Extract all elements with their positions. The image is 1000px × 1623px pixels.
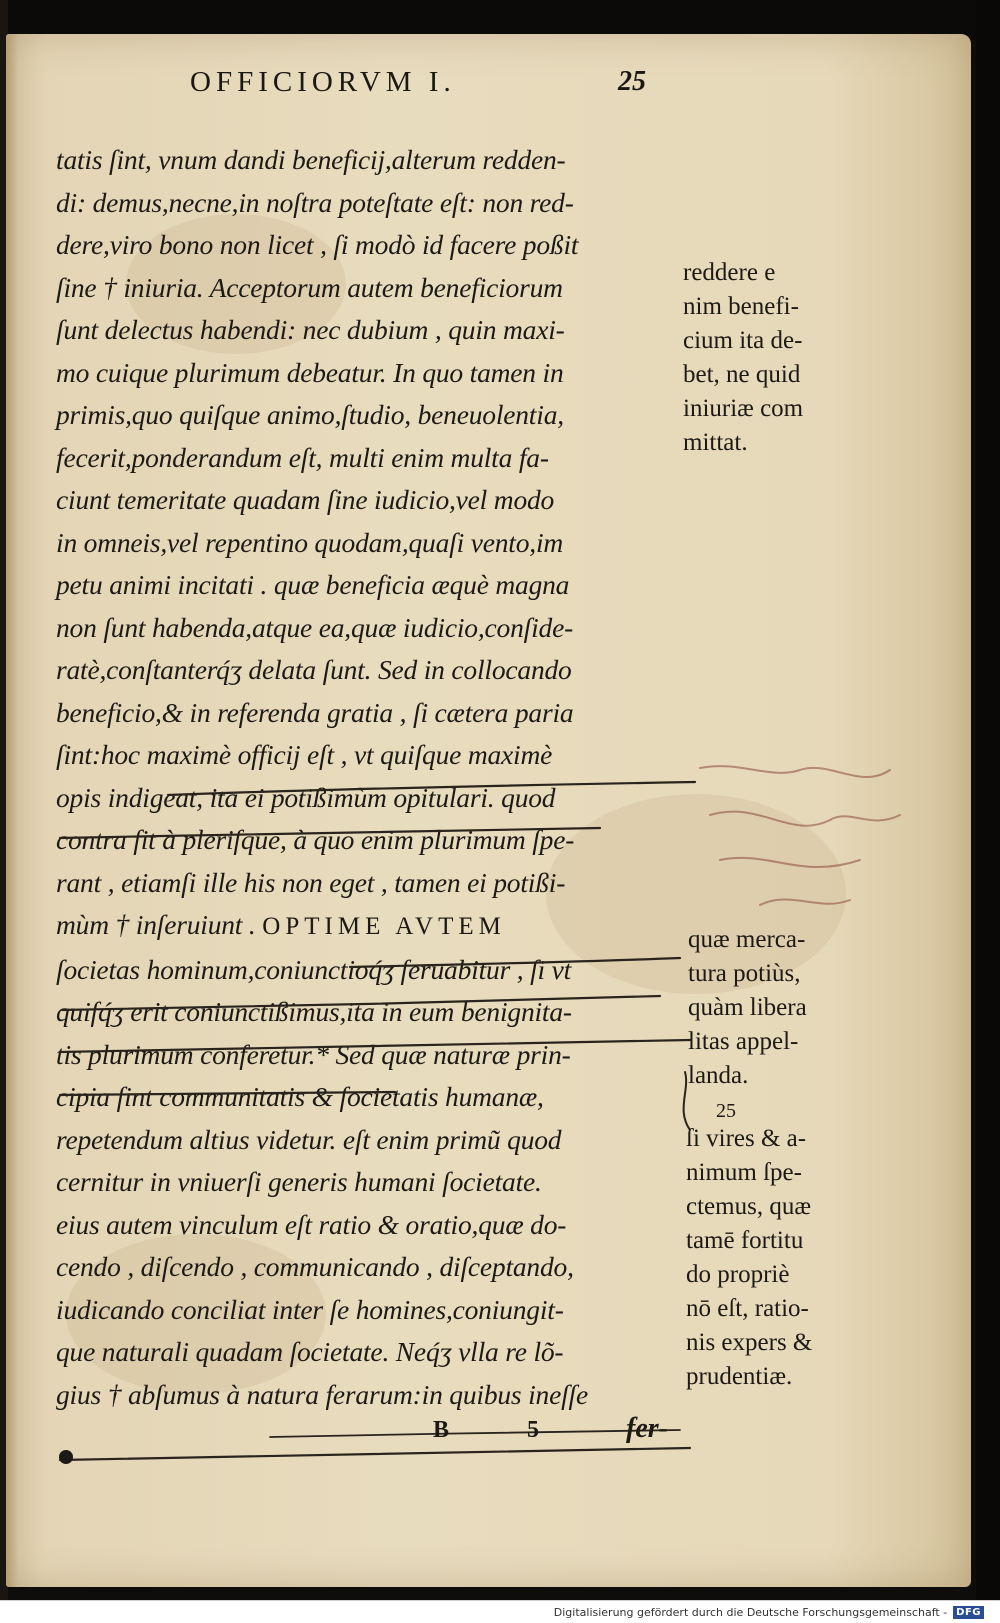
text-line: opis indigeat, ita ei potißimùm opitulari. quod <box>56 781 556 813</box>
text-line: cernitur in vniuerſi generis humani ſocietate. <box>56 1166 542 1197</box>
note-line: do propriè <box>686 1261 790 1288</box>
text-line: cendo , diſcendo , communicando , diſceptando, <box>56 1251 574 1282</box>
text-segment: mùm † inſeruiunt . <box>56 909 256 940</box>
margin-note <box>683 256 803 460</box>
note-line: landa. <box>688 1062 749 1089</box>
text-line: tatis ſint, vnum dandi beneficij,alterum redden- <box>56 144 566 175</box>
note-line: nis expers & <box>686 1329 813 1356</box>
text-line: contra fit à pleriſque, à quo enim plurimum ſpe- <box>56 824 575 855</box>
text-line: quiſq́ʒ erit coniunctißimus,ita in eum benignita- <box>56 996 572 1027</box>
text-line: dere,viro bono non licet , ſi modò id facere poßit <box>56 229 579 260</box>
note-line: reddere e <box>683 259 776 286</box>
text-line: primis,quo quiſque animo,ſtudio, beneuolentia, <box>56 399 564 430</box>
margin-note <box>686 1100 812 1394</box>
note-line: tura potiùs, <box>688 960 801 987</box>
text-line: que naturali quadam ſocietate. Neq́ʒ vlla re lõ- <box>56 1336 564 1367</box>
text-line: non ſunt habenda,atque ea,quæ iudicio,conſide- <box>56 611 574 643</box>
text-line: in omneis,vel repentino quodam,quaſi vento,im <box>56 526 564 558</box>
text-line: fecerit,ponderandum eſt, multi enim multa fa- <box>56 441 549 473</box>
margin-note <box>688 923 807 1093</box>
page-gutter-shadow <box>6 34 18 1587</box>
caps-phrase: OPTIME AVTEM <box>262 913 506 940</box>
text-line: ſint:hoc maximè officij eſt , vt quiſque maximè <box>56 739 553 770</box>
note-line: ſi vires & a- <box>686 1125 807 1152</box>
dfg-logo: DFG <box>953 1606 984 1619</box>
text-line: rant , etiamſi ille his non eget , tamen ei potißi- <box>56 866 566 898</box>
main-text-block <box>56 139 682 1416</box>
note-line: tamē fortitu <box>686 1227 804 1254</box>
text-line: mo cuique plurimum debeatur. In quo tamen in <box>56 356 564 388</box>
text-line: tis plurimum conferetur.* Sed quæ naturæ prin- <box>56 1038 571 1070</box>
text-line: eius autem vinculum eſt ratio & oratio,quæ do- <box>56 1208 567 1240</box>
text-line-with-caps <box>56 904 682 949</box>
note-line: cium ita de- <box>683 327 803 354</box>
text-line: repetendum altius videtur. eſt enim primũ quod <box>56 1123 562 1155</box>
note-line: bet, ne quid <box>683 361 801 388</box>
text-line: ſine † iniuria. Acceptorum autem beneficiorum <box>56 271 563 303</box>
note-line: nim benefi- <box>683 293 799 320</box>
footer-credit: Digitalisierung gefördert durch die Deutsche Forschungsgemeinschaft - <box>553 1605 948 1619</box>
digitization-footer <box>0 1600 1000 1623</box>
text-line: beneficio,& in referenda gratia , ſi cætera paria <box>56 696 574 728</box>
text-line: ciunt temeritate quadam ſine iudicio,vel modo <box>56 484 555 515</box>
note-reference-number: 25 <box>716 1100 736 1122</box>
text-line: petu animi incitati . quæ beneficia æquè magna <box>56 569 570 600</box>
text-line: ſocietas hominum,coniunctioq́ʒ ſeruabitur , ſi vt <box>56 953 572 985</box>
note-line: quæ merca- <box>688 926 806 953</box>
note-line: mittat. <box>683 429 748 456</box>
note-line: quàm libera <box>688 994 807 1021</box>
note-line: iniuriæ com <box>683 395 804 422</box>
text-line: ſunt delectus habendi: nec dubium , quin maxi- <box>56 314 565 345</box>
note-line: litas appel- <box>688 1028 799 1055</box>
text-line: ratè,conſtanterq́ʒ delata ſunt. Sed in collocando <box>56 654 572 685</box>
note-line: prudentiæ. <box>686 1363 793 1390</box>
text-line: gius † abſumus à natura ferarum:in quibus ineſſe <box>56 1378 588 1410</box>
text-line: di: demus,necne,in noſtra poteſtate eſt: non red- <box>56 186 574 218</box>
note-line: nō eſt, ratio- <box>686 1295 809 1322</box>
text-line: iudicando conciliat inter ſe homines,coniungit- <box>56 1293 564 1325</box>
page-number: 25 <box>618 66 646 97</box>
printer-signature: B 5 <box>433 1417 576 1443</box>
catchword: fer- <box>626 1413 668 1444</box>
running-head: OFFICIORVM I. <box>190 66 456 98</box>
text-line: cipia ſint communitatis & ſocietatis humanæ, <box>56 1081 544 1112</box>
note-line: nimum ſpe- <box>686 1159 802 1186</box>
note-line: ctemus, quæ <box>686 1193 811 1220</box>
scan-background-right <box>976 0 1000 1623</box>
